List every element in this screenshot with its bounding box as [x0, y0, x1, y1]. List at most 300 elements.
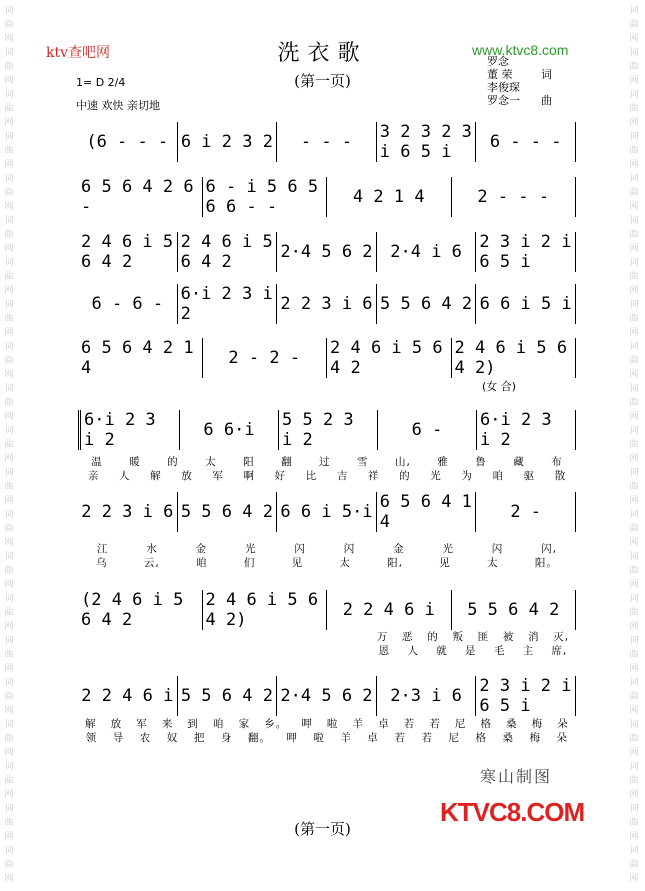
measure: 2 2 4 6 i	[326, 590, 451, 630]
lyric-syllable: 身	[220, 732, 233, 744]
lyric-syllable: 乡。	[264, 718, 288, 730]
measure: 3 2 3 2 3 i 6 5 i	[376, 122, 476, 162]
lyric-syllable: 是	[465, 645, 477, 657]
watermark-char: 网	[4, 664, 14, 674]
watermark-char: 网	[629, 874, 639, 884]
lyric-syllable: 就	[436, 645, 448, 657]
score-line	[78, 338, 576, 378]
watermark-char: 曲	[4, 524, 14, 534]
site-url-right[interactable]: www.ktvc8.com	[472, 42, 569, 58]
lyric-syllable: 桑	[502, 732, 514, 744]
watermark-char: 网	[629, 160, 639, 170]
measure: 5 5 2 3 i 2	[278, 410, 377, 450]
lyric-syllable: 们	[243, 557, 256, 569]
watermark-char: 网	[629, 580, 639, 590]
watermark-char: 词	[4, 636, 14, 646]
watermark-char: 曲	[4, 734, 14, 744]
lyric-syllable: 雪	[357, 456, 369, 468]
measure: 2·4 5 6 2	[276, 232, 376, 272]
lyric-line	[78, 541, 576, 556]
watermark-char: 网	[629, 748, 639, 758]
lyric-syllable: 阳	[243, 456, 255, 468]
watermark-char: 词	[629, 216, 639, 226]
watermark-char: 曲	[4, 776, 14, 786]
score-line	[78, 232, 576, 272]
measure: 2 - - -	[451, 177, 577, 217]
lyric-syllable: 卓	[378, 718, 390, 730]
lyric-syllable: 来	[161, 718, 174, 730]
watermark-char: 词	[629, 720, 639, 730]
lyric-syllable: 军	[136, 718, 148, 730]
watermark-char: 网	[629, 664, 639, 674]
watermark-char: 网	[4, 580, 14, 590]
lyric-syllable: 为	[461, 470, 473, 482]
watermark-char: 词	[4, 384, 14, 394]
lyric-syllable: 咱	[196, 557, 208, 569]
watermark-char: 词	[4, 552, 14, 562]
watermark-char: 网	[4, 790, 14, 800]
watermark-char: 曲	[629, 398, 639, 408]
lyric-syllable: 啊	[243, 470, 255, 482]
watermark-char: 词	[4, 762, 14, 772]
lyric-syllable: 叛	[452, 631, 464, 643]
lyric-syllable: 云,	[143, 557, 160, 569]
chorus-mark: (女 合)	[482, 380, 517, 393]
lyric-syllable: 布	[551, 456, 563, 468]
watermark-char: 网	[4, 748, 14, 758]
measure: 6·i 2 3 i 2	[476, 410, 576, 450]
watermark-char: 词	[629, 594, 639, 604]
watermark-char: 词	[629, 258, 639, 268]
lyric-syllable: 阳,	[387, 557, 404, 569]
measure: (6 - - -	[86, 132, 169, 152]
watermark-char: 曲	[4, 188, 14, 198]
watermark-char: 网	[4, 118, 14, 128]
watermark-char: 词	[4, 300, 14, 310]
lyric-syllable: 闪	[294, 543, 306, 555]
watermark-char: 词	[629, 384, 639, 394]
lyric-syllable: 恩	[378, 645, 391, 657]
lyric-syllable: 放	[110, 718, 123, 730]
left-watermark-strip	[0, 0, 20, 891]
watermark-char: 曲	[4, 230, 14, 240]
lyricist-names: 罗念 董 荣 李俊琛	[487, 55, 520, 94]
lyric-syllable: 闪	[491, 543, 504, 555]
watermark-char: 曲	[4, 272, 14, 282]
watermark-char: 词	[4, 216, 14, 226]
lyric-line	[78, 730, 576, 745]
measure: 6 5 6 4 1 4	[376, 492, 476, 532]
lyric-syllable: 家	[238, 718, 251, 730]
watermark-char: 词	[4, 258, 14, 268]
measure: (2 4 6 i 5 6 4 2	[81, 590, 184, 630]
measure: 6 i 2 3 2	[177, 122, 277, 162]
watermark-char: 曲	[4, 314, 14, 324]
watermark-char: 曲	[4, 356, 14, 366]
watermark-char: 网	[629, 244, 639, 254]
watermark-char: 曲	[4, 146, 14, 156]
watermark-char: 曲	[4, 818, 14, 828]
lyric-syllable: 雅	[437, 456, 449, 468]
measure: 2·4 i 6	[376, 232, 476, 272]
lyric-syllable: 藏	[513, 456, 525, 468]
watermark-char: 词	[629, 342, 639, 352]
watermark-char: 曲	[629, 104, 639, 114]
watermark-char: 网	[629, 202, 639, 212]
measure: 2 4 6 i 5 6 4 2	[326, 338, 451, 378]
watermark-char: 曲	[629, 608, 639, 618]
lyric-syllable: 亲	[87, 470, 100, 482]
watermark-char: 词	[629, 762, 639, 772]
watermark-char: 网	[4, 496, 14, 506]
lyric-syllable: 梅	[529, 732, 541, 744]
lyric-line	[78, 716, 576, 731]
lyric-syllable: 散	[554, 470, 567, 482]
page-label-top: (第一页)	[294, 72, 351, 90]
score-line	[78, 284, 576, 324]
measure: 2 4 6 i 5 6 4 2	[81, 232, 174, 272]
lyric-syllable: 的	[399, 470, 411, 482]
lyric-line	[78, 555, 576, 570]
lyric-syllable: 啦	[313, 732, 325, 744]
watermark-char: 曲	[4, 20, 14, 30]
watermark-char: 词	[629, 132, 639, 142]
lyric-syllable: 过	[319, 456, 331, 468]
watermark-char: 曲	[4, 398, 14, 408]
measure: 2 2 3 i 6	[276, 284, 376, 324]
watermark-char: 曲	[629, 482, 639, 492]
lyric-syllable: 奴	[166, 732, 179, 744]
watermark-char: 网	[4, 412, 14, 422]
lyric-syllable: 到	[187, 718, 199, 730]
watermark-char: 词	[629, 468, 639, 478]
key-signature: 1= D 2/4	[76, 76, 126, 89]
watermark-char: 词	[629, 174, 639, 184]
watermark-char: 曲	[4, 692, 14, 702]
measure: 6 -	[377, 410, 476, 450]
lyric-syllable: 暖	[129, 456, 141, 468]
lyric-syllable: 若	[403, 718, 416, 730]
lyric-syllable: 万	[376, 631, 389, 643]
measure: 2 3 i 2 i 6 5 i	[475, 676, 576, 716]
watermark-char: 曲	[629, 734, 639, 744]
watermark-char: 网	[629, 34, 639, 44]
watermark-char: 曲	[629, 314, 639, 324]
watermark-char: 词	[629, 48, 639, 58]
watermark-char: 网	[629, 76, 639, 86]
watermark-char: 网	[4, 538, 14, 548]
measure: 2 - 2 -	[202, 338, 327, 378]
lyric-syllable: 若	[429, 718, 441, 730]
watermark-char: 网	[4, 706, 14, 716]
watermark-char: 词	[4, 594, 14, 604]
site-logo[interactable]: KTVC8.COM	[440, 797, 585, 827]
lyric-syllable: 若	[421, 732, 433, 744]
lyric-syllable: 见	[291, 557, 304, 569]
watermark-char: 词	[4, 678, 14, 688]
watermark-char: 曲	[629, 230, 639, 240]
watermark-char: 曲	[629, 566, 639, 576]
measure: 2 4 6 i 5 6 4 2)	[451, 338, 577, 378]
engraver-signature: 寒山制图	[480, 767, 553, 786]
lyric-syllable: 太	[487, 557, 499, 569]
lyric-syllable: 的	[427, 631, 439, 643]
lyric-syllable: 啦	[326, 718, 339, 730]
watermark-char: 词	[629, 90, 639, 100]
lyric-syllable: 若	[394, 732, 406, 744]
watermark-char: 网	[629, 832, 639, 842]
lyric-syllable: 解	[150, 470, 162, 482]
watermark-char: 词	[629, 552, 639, 562]
watermark-char: 词	[4, 468, 14, 478]
lyric-syllable: 匪	[477, 631, 490, 643]
measure: 2·4 5 6 2	[276, 676, 376, 716]
watermark-char: 词	[4, 342, 14, 352]
measure: 5 5 6 4 2	[376, 284, 476, 324]
watermark-char: 词	[629, 846, 639, 856]
lyric-syllable: 卓	[367, 732, 379, 744]
measure: 2 2 4 6 i	[81, 686, 174, 706]
watermark-char: 网	[4, 160, 14, 170]
watermark-char: 词	[629, 804, 639, 814]
lyric-syllable: 山,	[394, 456, 411, 468]
watermark-char: 网	[4, 202, 14, 212]
watermark-char: 网	[629, 454, 639, 464]
lyric-syllable: 驱	[523, 470, 536, 482]
song-title: 洗衣歌	[277, 41, 368, 66]
watermark-char: 网	[629, 496, 639, 506]
lyric-syllable: 江	[96, 543, 109, 555]
lyric-syllable: 呷	[301, 718, 313, 730]
watermark-char: 词	[4, 720, 14, 730]
lyric-syllable: 金	[393, 543, 405, 555]
composer-role: 曲	[541, 94, 552, 107]
lyric-syllable: 的	[167, 456, 179, 468]
watermark-char: 曲	[4, 482, 14, 492]
watermark-char: 网	[629, 370, 639, 380]
lyric-line	[370, 629, 576, 644]
watermark-char: 网	[629, 706, 639, 716]
lyric-syllable: 呷	[286, 732, 298, 744]
watermark-char: 网	[4, 874, 14, 884]
lyric-syllable: 水	[146, 543, 158, 555]
watermark-char: 词	[629, 300, 639, 310]
lyric-syllable: 席,	[551, 645, 568, 657]
measure: - - -	[276, 122, 376, 162]
lyric-syllable: 羊	[340, 732, 352, 744]
lyric-syllable: 被	[502, 631, 515, 643]
tempo-marking: 中速 欢快 亲切地	[76, 99, 160, 112]
lyric-line	[370, 643, 576, 658]
score-line	[78, 122, 576, 162]
watermark-char: 曲	[629, 692, 639, 702]
measure: 2 4 6 i 5 6 4 2	[177, 232, 277, 272]
lyric-syllable: 祥	[367, 470, 380, 482]
lyric-syllable: 吉	[336, 470, 349, 482]
watermark-char: 词	[4, 48, 14, 58]
measure: 5 5 6 4 2	[451, 590, 577, 630]
measure: 6·i 2 3 i 2	[78, 410, 179, 450]
lyric-syllable: 太	[205, 456, 217, 468]
watermark-char: 词	[629, 636, 639, 646]
watermark-char: 词	[4, 90, 14, 100]
watermark-char: 词	[629, 426, 639, 436]
score-line	[78, 177, 576, 217]
measure: 6 5 6 4 2 1 4	[81, 338, 194, 378]
lyric-syllable: 军	[212, 470, 224, 482]
watermark-char: 词	[629, 678, 639, 688]
lyric-syllable: 咱	[213, 718, 225, 730]
lyric-syllable: 闪,	[541, 543, 557, 555]
watermark-char: 曲	[629, 524, 639, 534]
lyric-syllable: 放	[181, 470, 193, 482]
lyric-syllable: 人	[118, 470, 131, 482]
lyric-syllable: 领	[85, 732, 98, 744]
measure: 6 6 i 5 i	[475, 284, 576, 324]
watermark-char: 词	[4, 6, 14, 16]
watermark-char: 词	[4, 174, 14, 184]
watermark-char: 曲	[629, 62, 639, 72]
watermark-char: 网	[629, 412, 639, 422]
watermark-char: 词	[629, 510, 639, 520]
measure: 6 - 6 -	[91, 294, 164, 314]
lyric-syllable: 灭,	[553, 631, 570, 643]
measure: 2 -	[475, 492, 576, 532]
lyric-line	[78, 468, 576, 483]
lyric-syllable: 金	[195, 543, 208, 555]
watermark-char: 曲	[629, 440, 639, 450]
watermark-char: 词	[4, 426, 14, 436]
watermark-char: 网	[629, 118, 639, 128]
measure: 6·i 2 3 i 2	[177, 284, 277, 324]
lyric-syllable: 光	[245, 543, 257, 555]
measure: 5 5 6 4 2	[177, 676, 277, 716]
lyric-syllable: 闪	[343, 543, 356, 555]
lyric-syllable: 尼	[448, 732, 460, 744]
lyricist-role: 词	[541, 68, 552, 81]
watermark-char: 网	[629, 622, 639, 632]
watermark-char: 网	[4, 454, 14, 464]
watermark-char: 网	[629, 328, 639, 338]
measure: 6 5 6 4 2 6 -	[81, 177, 194, 217]
watermark-char: 曲	[629, 272, 639, 282]
watermark-char: 曲	[629, 650, 639, 660]
lyric-syllable: 格	[475, 732, 487, 744]
lyric-syllable: 比	[305, 470, 318, 482]
site-name-left[interactable]: ktv查吧网	[46, 45, 111, 61]
watermark-char: 曲	[4, 650, 14, 660]
watermark-char: 曲	[629, 818, 639, 828]
watermark-char: 曲	[629, 860, 639, 870]
watermark-char: 曲	[4, 608, 14, 618]
watermark-char: 曲	[4, 104, 14, 114]
watermark-char: 曲	[629, 356, 639, 366]
measure: 2 2 3 i 6	[81, 502, 174, 522]
lyric-syllable: 把	[193, 732, 206, 744]
lyric-syllable: 光	[442, 543, 454, 555]
score-line	[78, 492, 576, 532]
watermark-char: 词	[4, 846, 14, 856]
lyric-syllable: 人	[407, 645, 419, 657]
lyric-syllable: 梅	[531, 718, 544, 730]
lyric-syllable: 尼	[454, 718, 467, 730]
measure: 6 - - -	[475, 122, 576, 162]
lyric-syllable: 桑	[506, 718, 518, 730]
watermark-char: 曲	[629, 776, 639, 786]
watermark-char: 词	[629, 6, 639, 16]
right-watermark-strip	[625, 0, 645, 891]
measure: 5 5 6 4 2	[177, 492, 277, 532]
measure: 2 4 6 i 5 6 4 2)	[202, 590, 327, 630]
measure: 2 3 i 2 i 6 5 i	[475, 232, 576, 272]
lyric-syllable: 翻。	[247, 732, 271, 744]
lyric-syllable: 毛	[493, 645, 506, 657]
lyric-syllable: 鲁	[475, 456, 487, 468]
watermark-char: 词	[4, 510, 14, 520]
lyric-syllable: 朵	[556, 732, 569, 744]
watermark-char: 网	[4, 244, 14, 254]
lyric-syllable: 朵	[557, 718, 569, 730]
lyric-syllable: 光	[430, 470, 442, 482]
measure: 4 2 1 4	[326, 177, 451, 217]
lyric-syllable: 消	[528, 631, 540, 643]
measure: 6 - i 5 6 5 6 6 - -	[202, 177, 327, 217]
lyric-syllable: 阳。	[534, 557, 558, 569]
lyric-line	[78, 454, 576, 469]
lyric-syllable: 温	[91, 456, 103, 468]
watermark-char: 网	[4, 34, 14, 44]
lyric-syllable: 导	[112, 732, 125, 744]
watermark-char: 网	[4, 76, 14, 86]
lyric-syllable: 格	[480, 718, 492, 730]
watermark-char: 网	[4, 328, 14, 338]
page-label-bottom: (第一页)	[294, 820, 351, 838]
measure: 6 6·i	[179, 410, 278, 450]
watermark-char: 词	[4, 804, 14, 814]
lyric-syllable: 解	[85, 718, 97, 730]
watermark-char: 词	[4, 132, 14, 142]
lyric-syllable: 翻	[281, 456, 293, 468]
watermark-char: 网	[4, 370, 14, 380]
lyric-syllable: 农	[139, 732, 152, 744]
score-line	[78, 410, 576, 450]
measure: 2·3 i 6	[376, 676, 476, 716]
watermark-char: 曲	[629, 146, 639, 156]
composer-name: 罗念一	[487, 94, 520, 107]
watermark-char: 网	[4, 832, 14, 842]
watermark-char: 网	[629, 538, 639, 548]
score-line	[78, 590, 576, 630]
watermark-char: 曲	[4, 440, 14, 450]
watermark-char: 曲	[4, 62, 14, 72]
watermark-char: 网	[4, 286, 14, 296]
watermark-char: 网	[4, 622, 14, 632]
score-line	[78, 676, 576, 716]
watermark-char: 网	[629, 286, 639, 296]
lyric-syllable: 羊	[352, 718, 364, 730]
watermark-char: 曲	[629, 20, 639, 30]
lyric-syllable: 恶	[402, 631, 414, 643]
lyric-syllable: 乌	[96, 557, 108, 569]
lyric-syllable: 见	[439, 557, 451, 569]
watermark-char: 曲	[629, 188, 639, 198]
watermark-char: 网	[629, 790, 639, 800]
watermark-char: 曲	[4, 566, 14, 576]
lyric-syllable: 好	[274, 470, 287, 482]
lyric-syllable: 主	[522, 645, 535, 657]
watermark-char: 曲	[4, 860, 14, 870]
measure: 6 6 i 5·i	[276, 492, 376, 532]
